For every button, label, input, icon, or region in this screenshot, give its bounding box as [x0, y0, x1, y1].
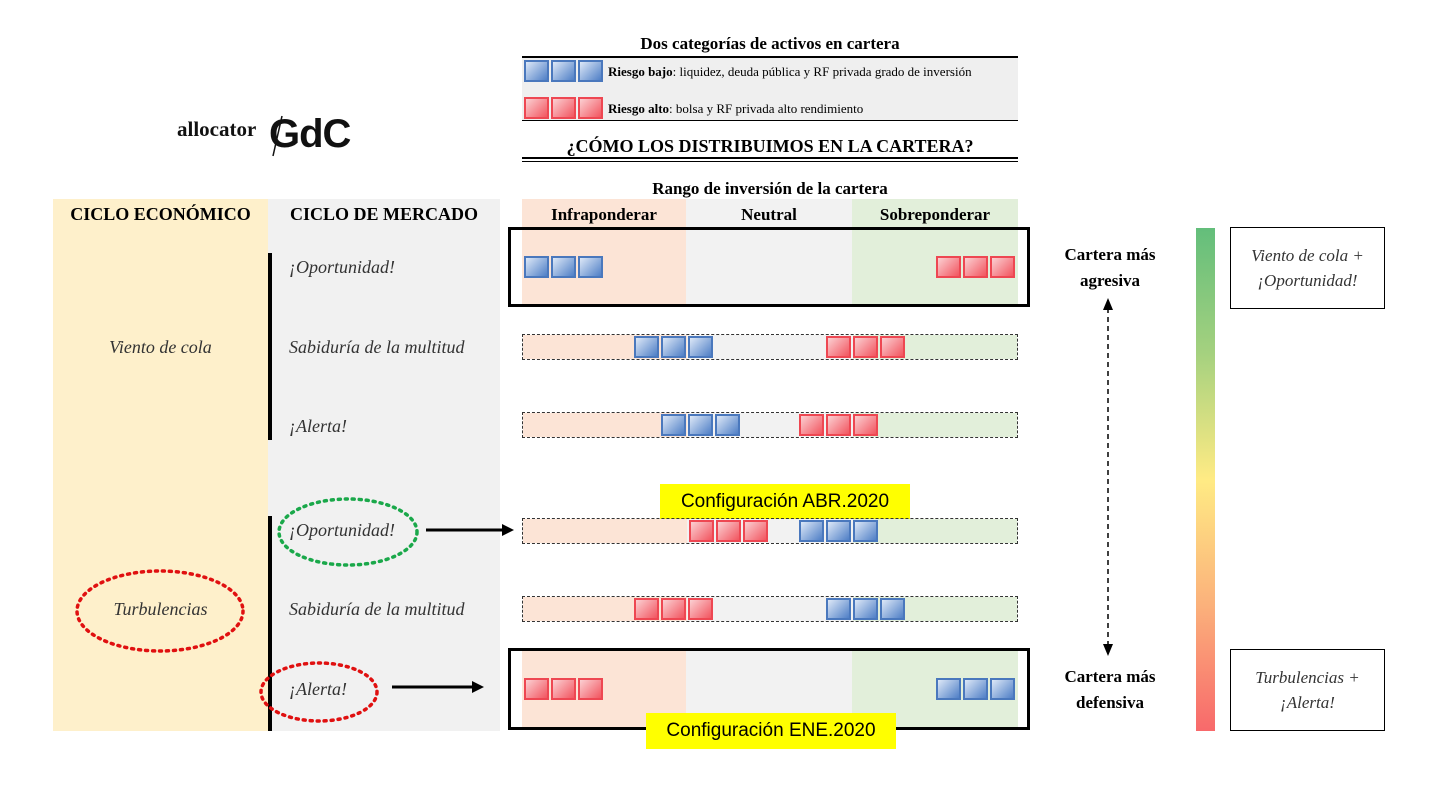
- question-rule-2: [522, 161, 1018, 162]
- zone-underweight: [523, 519, 687, 543]
- market-row-wisdom: Sabiduría de la multitud: [289, 599, 465, 619]
- phase-tailwind: Viento de cola: [109, 337, 212, 357]
- high-risk-square: [524, 678, 549, 700]
- range-bar-tailwind-alert: [522, 412, 1018, 438]
- market-row-wisdom: Sabiduría de la multitud: [289, 337, 465, 357]
- scenario-bottom-line1: Turbulencias +: [1255, 668, 1360, 687]
- high-risk-square: [853, 414, 878, 436]
- alert-highlight-ellipse: [258, 660, 380, 724]
- legend-low-bold: Riesgo bajo: [608, 64, 673, 79]
- scenario-box-top: [1230, 227, 1385, 309]
- legend-low-swatch: [524, 60, 604, 82]
- low-risk-square: [551, 60, 576, 82]
- low-risk-square: [853, 520, 878, 542]
- low-risk-square: [524, 60, 549, 82]
- high-risk-square: [524, 97, 549, 119]
- opportunity-highlight-ellipse: [276, 496, 420, 568]
- config-apr-2020-label: Configuración ABR.2020: [660, 484, 910, 520]
- market-row-alert: ¡Alerta!: [289, 679, 347, 699]
- market-cycle-column: [268, 199, 500, 731]
- arrow-to-apr-config: [424, 521, 516, 539]
- high-risk-square: [689, 520, 714, 542]
- low-risk-square: [661, 336, 686, 358]
- risk-gradient-bar: [1196, 228, 1215, 731]
- high-risk-square: [936, 256, 961, 278]
- legend-low-desc: : liquidez, deuda pública y RF privada grado de inversión: [672, 64, 972, 79]
- high-risk-square: [963, 256, 988, 278]
- header-underweight: Infraponderar: [551, 205, 657, 224]
- range-bar-turbulence-opportunity: [522, 518, 1018, 544]
- low-risk-square: [826, 598, 851, 620]
- defensive-label-line2: defensiva: [1076, 693, 1144, 712]
- scenario-box-bottom: [1230, 649, 1385, 731]
- legend-title: Dos categorías de activos en cartera: [640, 34, 900, 53]
- legend-low-text: [608, 64, 972, 80]
- legend-high-text: [608, 101, 863, 117]
- high-risk-square: [990, 256, 1015, 278]
- turbulence-highlight-ellipse: [74, 568, 246, 654]
- low-risk-square: [936, 678, 961, 700]
- low-risk-square: [715, 414, 740, 436]
- low-risk-square: [799, 520, 824, 542]
- low-risk-square: [661, 414, 686, 436]
- market-row-alert: ¡Alerta!: [289, 416, 347, 436]
- arrow-to-jan-config: [390, 678, 486, 696]
- high-risk-square: [661, 598, 686, 620]
- legend-rule-bottom: [522, 120, 1018, 121]
- high-risk-square: [688, 598, 713, 620]
- aggressive-label-line2: agresiva: [1079, 271, 1141, 290]
- low-risk-square: [880, 598, 905, 620]
- low-risk-square: [578, 256, 603, 278]
- legend-high-swatch: [524, 97, 604, 119]
- low-risk-square: [990, 678, 1015, 700]
- bracket-tailwind: [268, 253, 272, 440]
- high-risk-square: [551, 678, 576, 700]
- low-risk-square: [826, 520, 851, 542]
- high-risk-square: [743, 520, 768, 542]
- low-risk-square: [634, 336, 659, 358]
- scenario-top-line1: Viento de cola +: [1251, 246, 1364, 265]
- market-row-opportunity: ¡Oportunidad!: [289, 257, 396, 277]
- header-overweight: Sobreponderar: [879, 205, 991, 224]
- scenario-top-line2: ¡Oportunidad!: [1257, 271, 1358, 290]
- range-bar-tailwind-wisdom: [522, 334, 1018, 360]
- high-risk-square: [799, 414, 824, 436]
- logo-gdc: GdC: [269, 112, 351, 156]
- legend-high-desc: : bolsa y RF privada alto rendimiento: [669, 101, 864, 116]
- phase-turbulence: Turbulencias: [113, 599, 208, 619]
- aggressive-label-line1: Cartera más: [1064, 245, 1156, 264]
- high-risk-square: [853, 336, 878, 358]
- low-risk-square: [524, 256, 549, 278]
- economic-cycle-header: CICLO ECONÓMICO: [70, 204, 251, 224]
- question-rule-1: [522, 157, 1018, 159]
- market-cycle-header: CICLO DE MERCADO: [289, 204, 478, 224]
- aggressive-label: [1040, 242, 1180, 294]
- config-jan-2020-label: Configuración ENE.2020: [646, 713, 896, 749]
- question-heading: ¿CÓMO LOS DISTRIBUIMOS EN LA CARTERA?: [566, 136, 974, 156]
- high-risk-square: [826, 414, 851, 436]
- legend-high-bold: Riesgo alto: [608, 101, 670, 116]
- high-risk-square: [826, 336, 851, 358]
- logo: [177, 112, 377, 162]
- low-risk-square: [688, 336, 713, 358]
- logo-allocator: allocator: [177, 117, 257, 141]
- scenario-bottom-line2: ¡Alerta!: [1280, 693, 1335, 712]
- high-risk-square: [716, 520, 741, 542]
- low-risk-square: [688, 414, 713, 436]
- high-risk-square: [578, 678, 603, 700]
- header-neutral: Neutral: [741, 205, 797, 224]
- low-risk-square: [853, 598, 878, 620]
- market-row-opportunity: ¡Oportunidad!: [289, 520, 396, 540]
- high-risk-square: [880, 336, 905, 358]
- low-risk-square: [963, 678, 988, 700]
- low-risk-square: [578, 60, 603, 82]
- range-title: Rango de inversión de la cartera: [652, 179, 888, 198]
- defensive-label: [1040, 664, 1180, 716]
- high-risk-square: [578, 97, 603, 119]
- defensive-label-line1: Cartera más: [1064, 667, 1156, 686]
- high-risk-square: [551, 97, 576, 119]
- double-arrow: [1100, 296, 1116, 658]
- low-risk-square: [551, 256, 576, 278]
- range-bar-turbulence-wisdom: [522, 596, 1018, 622]
- high-risk-square: [634, 598, 659, 620]
